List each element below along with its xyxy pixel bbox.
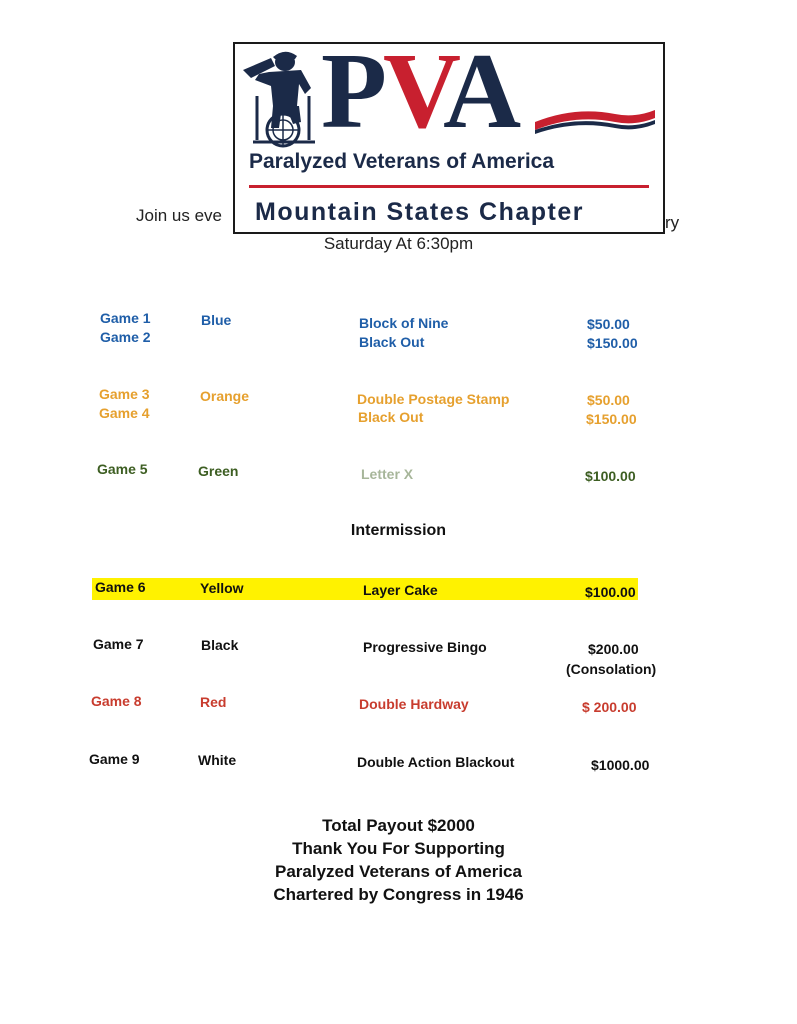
game-5-color: Green [198, 463, 239, 479]
game-6-name: Layer Cake [363, 582, 438, 598]
game-6-number: Game 6 [95, 579, 146, 595]
game-5-number: Game 5 [97, 461, 148, 477]
game-7-note: (Consolation) [566, 661, 657, 677]
game-7-name: Progressive Bingo [363, 639, 487, 655]
game-4-number: Game 4 [99, 405, 150, 421]
game-3-number: Game 3 [99, 386, 150, 402]
logo-chapter: Mountain States Chapter [255, 198, 584, 226]
game-4-name: Black Out [358, 409, 424, 425]
intermission-label: Intermission [350, 522, 447, 539]
game-1-prize: $50.00 [587, 316, 630, 332]
game-3-name: Double Postage Stamp [357, 391, 510, 407]
game-2-number: Game 2 [100, 329, 151, 345]
game-6-prize: $100.00 [585, 584, 636, 600]
game-2-prize: $150.00 [587, 335, 638, 351]
footer-org: Paralyzed Veterans of America [275, 862, 522, 881]
game-1-name: Block of Nine [359, 315, 449, 331]
logo-subtitle: Paralyzed Veterans of America [249, 150, 555, 173]
game-1-number: Game 1 [100, 310, 151, 326]
game-9-number: Game 9 [89, 751, 140, 767]
pva-letters [321, 32, 518, 151]
game-6-color: Yellow [200, 580, 244, 596]
game-9-name: Double Action Blackout [357, 754, 515, 770]
saluting-veteran-icon [235, 44, 325, 148]
game-5-name: Letter X [361, 466, 414, 482]
game-7-color: Black [201, 637, 239, 653]
game-9-color: White [198, 752, 237, 768]
logo-letter-p: P [321, 32, 383, 151]
game-8-prize: $ 200.00 [582, 699, 637, 715]
logo-divider [249, 185, 649, 188]
game-3-color: Orange [200, 388, 250, 404]
game-7-prize: $200.00 [588, 641, 639, 657]
game-8-color: Red [200, 694, 227, 710]
footer-total: Total Payout $2000 [322, 816, 475, 835]
game-7-number: Game 7 [93, 636, 144, 652]
game-5-prize: $100.00 [585, 468, 636, 484]
pva-logo [233, 32, 665, 234]
logo-letter-v: V [382, 32, 444, 151]
game-9-prize: $1000.00 [591, 757, 650, 773]
schedule-time: Saturday At 6:30pm [323, 234, 474, 253]
game-8-name: Double Hardway [359, 696, 469, 712]
intro-text-left: Join us eve [136, 206, 222, 225]
game-4-prize: $150.00 [586, 411, 637, 427]
logo-letter-a: A [443, 32, 518, 151]
game-2-name: Black Out [359, 334, 425, 350]
game-1-color: Blue [201, 312, 232, 328]
footer-chartered: Chartered by Congress in 1946 [273, 885, 524, 904]
game-3-prize: $50.00 [587, 392, 630, 408]
game-8-number: Game 8 [91, 693, 142, 709]
intro-text-right: ry [665, 213, 680, 232]
footer-thanks: Thank You For Supporting [292, 839, 505, 858]
